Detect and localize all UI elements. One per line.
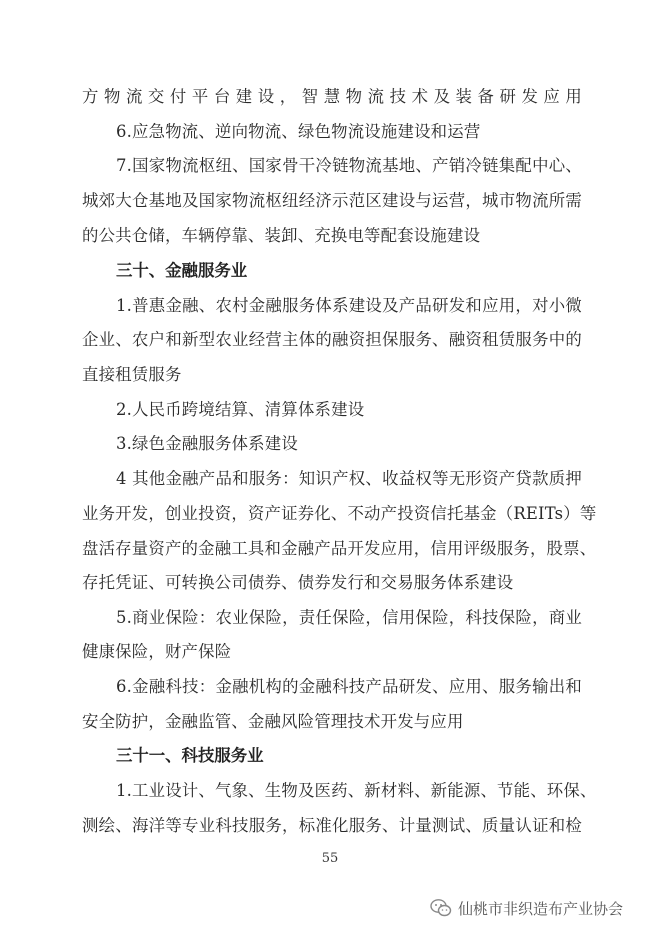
section-heading: 三十一、科技服务业: [116, 746, 264, 765]
watermark-text: 仙桃市非织造布产业协会: [458, 899, 624, 918]
text-line: 2.人民币跨境结算、清算体系建设: [116, 400, 365, 419]
text-line: 健康保险，财产保险: [82, 642, 232, 661]
text-line: 安全防护，金融监管、金融风险管理技术开发与应用: [82, 712, 464, 731]
text-line: 3.绿色金融服务体系建设: [116, 434, 298, 453]
text-line: 6.金融科技：金融机构的金融科技产品研发、应用、服务输出和: [116, 677, 582, 696]
text-line: 存托凭证、可转换公司债券、债券发行和交易服务体系建设: [82, 573, 514, 592]
text-line: 1.普惠金融、农村金融服务体系建设及产品研发和应用，对小微: [116, 296, 582, 315]
text-line: 7.国家物流枢纽、国家骨干冷链物流基地、产销冷链集配中心、: [116, 156, 582, 175]
text-line: 方物流交付平台建设，智慧物流技术及装备研发应用: [82, 87, 582, 106]
text-line: 6.应急物流、逆向物流、绿色物流设施建设和运营: [116, 122, 481, 141]
watermark: [430, 896, 623, 920]
text-line: 业务开发，创业投资，资产证券化、不动产投资信托基金（REITs）等: [82, 504, 597, 523]
section-heading: 三十、金融服务业: [116, 261, 248, 280]
text-line: 1.工业设计、气象、生物及医药、新材料、新能源、节能、环保、: [116, 781, 597, 800]
text-line: 的公共仓储，车辆停靠、装卸、充换电等配套设施建设: [82, 226, 481, 245]
text-line: 测绘、海洋等专业科技服务，标准化服务、计量测试、质量认证和检: [82, 816, 582, 835]
text-line: 4 其他金融产品和服务：知识产权、收益权等无形资产贷款质押: [116, 469, 582, 488]
text-line: 企业、农户和新型农业经营主体的融资担保服务、融资租赁服务中的: [82, 330, 582, 349]
page-number: 55: [321, 851, 339, 866]
text-line: 5.商业保险：农业保险，责任保险，信用保险，科技保险，商业: [116, 608, 582, 627]
text-line: 直接租赁服务: [82, 365, 182, 384]
text-line: 盘活存量资产的金融工具和金融产品开发应用，信用评级服务，股票、: [82, 539, 597, 558]
text-line: 城郊大仓基地及国家物流枢纽经济示范区建设与运营，城市物流所需: [82, 191, 582, 210]
wechat-icon: [430, 898, 452, 918]
